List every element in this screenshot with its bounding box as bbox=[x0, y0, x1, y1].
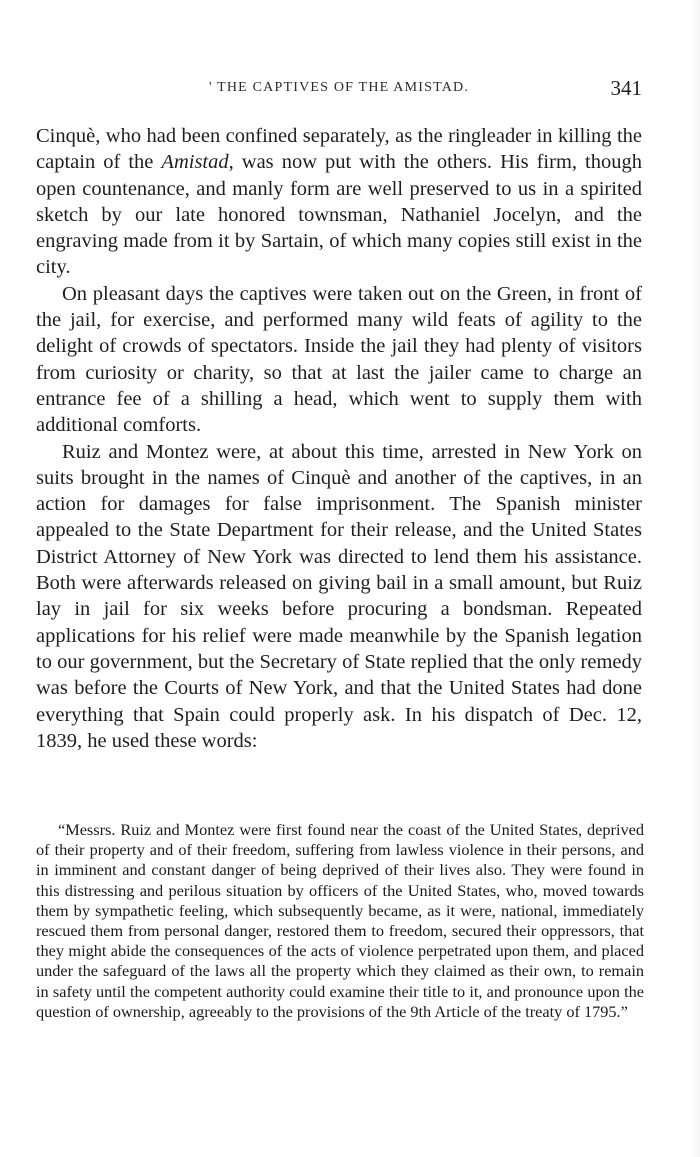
running-title: ' THE CAPTIVES OF THE AMISTAD. bbox=[208, 80, 470, 95]
body-text bbox=[36, 123, 642, 754]
paragraph-text: Cinquè, who had been confined separately, as the ringleader in killing the captain of the bbox=[36, 125, 642, 174]
page-number: 341 bbox=[610, 76, 642, 100]
block-quote: “Messrs. Ruiz and Montez were first found near the coast of the United States, deprived of their property and of their freedom, suffering from lawless violence in their persons, and in imminent and constant danger of being deprived of their lives also. They were found in this distressing and perilous situation by officers of the United States, who, moved towards them by sympathetic feeling, which subsequently became, as it were, national, immediately rescued them from personal danger, restored them to freedom, secured their oppressors, that they might abide the consequences of the acts of violence perpetrated upon them, and placed under the safeguard of the laws all the property which they claimed as their own, to remain in safety until the competent authority could examine their title to it, and pronounce upon the question of ownership, agreeably to the provisions of the 9th Article of the treaty of 1795.” bbox=[36, 820, 644, 1021]
page-edge-shadow bbox=[690, 0, 700, 1157]
paragraph-text: , was now put with the others. His firm, though open countenance, and manly form are well preserved to us in a spirited sketch by our late honored townsman, Nathaniel Jocelyn, and the engraving made from it by Sartain, of which many copies still exist in the city. bbox=[36, 151, 642, 279]
ship-name: Amistad bbox=[161, 151, 229, 174]
paragraph-cinque bbox=[36, 123, 642, 281]
paragraph-green: On pleasant days the captives were taken out on the Green, in front of the jail, for exercise, and performed many wild feats of agility to the delight of crowds of spectators. Inside the jail they had plenty of visitors from curiosity or charity, so that at last the jailer came to charge an entrance fee of a shilling a head, which went to supply them with additional comforts. bbox=[36, 282, 642, 437]
paragraph-ruiz-montez: Ruiz and Montez were, at about this time, arrested in New York on suits brought in the names of Cinquè and another of the captives, in an action for damages for false imprisonment. The Spanish minister appealed to the State Department for their release, and the United States District Attorney of New York was directed to lend them his assistance. Both were afterwards released on giving bail in a small amount, but Ruiz lay in jail for six weeks before procuring a bondsman. Repeated applications for his relief were made meanwhile by the Spanish legation to our government, but the Secretary of State replied that the only remedy was before the Courts of New York, and that the United States had done everything that Spain could properly ask. In his dispatch of Dec. 12, 1839, he used these words: bbox=[36, 440, 642, 752]
page-header bbox=[36, 76, 642, 102]
